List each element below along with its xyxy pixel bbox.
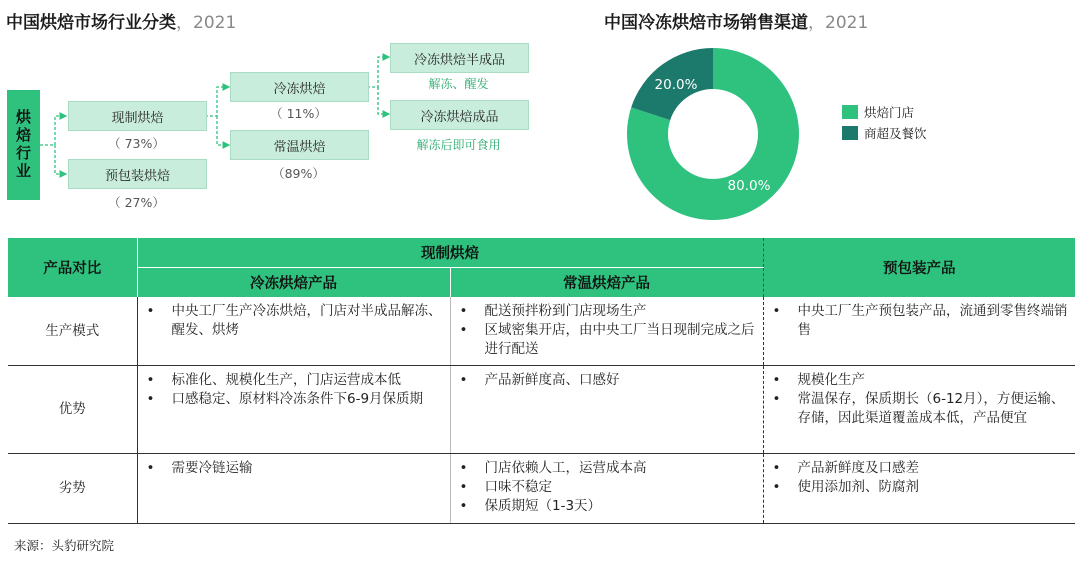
list-item: • 需要冷链运输 xyxy=(144,459,444,478)
list-item: • 配送预拌粉到门店现场生产 xyxy=(457,302,757,321)
node-ambient-pct: （89%） xyxy=(272,166,325,181)
donut-label-primary: 80.0% xyxy=(727,178,771,194)
table-row xyxy=(8,365,1075,453)
list-item: • 中央工厂生产冷冻烘焙，门店对半成品解冻、醒发、烘烤 xyxy=(144,302,444,340)
header-frozen: 冷冻烘焙产品 xyxy=(137,268,450,298)
header-ambient: 常温烘焙产品 xyxy=(450,268,763,298)
list-item: • 门店依赖人工，运营成本高 xyxy=(457,459,757,478)
row-label: 生产模式 xyxy=(8,297,137,365)
node-semi-note: 解冻、醒发 xyxy=(428,77,489,91)
donut-label-secondary: 20.0% xyxy=(654,77,698,93)
node-fresh-baking: 现制烘焙 xyxy=(68,101,207,131)
node-fresh-pct: （ 73%） xyxy=(108,136,165,151)
table-row xyxy=(8,297,1075,365)
list-item: • 规模化生产 xyxy=(770,371,1070,390)
list-item: • 常温保存，保质期长（6-12月），方便运输、存储，因此渠道覆盖成本低，产品便宜 xyxy=(770,390,1070,428)
list-item: • 口味不稳定 xyxy=(457,478,757,497)
list-item: • 标准化、规模化生产，门店运营成本低 xyxy=(144,371,444,390)
node-packaged-baking: 预包装烘焙 xyxy=(68,159,207,189)
legend-item-stores: 烘焙门店 xyxy=(842,103,914,121)
header-product-compare: 产品对比 xyxy=(8,238,137,297)
node-frozen-baking: 冷冻烘焙 xyxy=(230,72,369,102)
right-chart-title: 中国冷冻烘焙市场销售渠道，2021 xyxy=(604,13,869,33)
row-label: 劣势 xyxy=(8,453,137,523)
node-packaged-pct: （ 27%） xyxy=(108,195,165,210)
header-fresh-baking: 现制烘焙 xyxy=(137,238,763,268)
node-finished-note: 解冻后即可食用 xyxy=(416,138,501,152)
list-item: • 口感稳定、原材料冷冻条件下6-9月保质期 xyxy=(144,390,444,409)
list-item: • 区域密集开店，由中央工厂当日现制完成之后进行配送 xyxy=(457,321,757,359)
header-packaged: 预包装产品 xyxy=(763,238,1075,297)
list-item: • 使用添加剂、防腐剂 xyxy=(770,478,1070,497)
row-label: 优势 xyxy=(8,365,137,453)
comparison-table xyxy=(8,238,1075,524)
list-item: • 产品新鲜度高、口感好 xyxy=(457,371,757,390)
legend-item-supermarket: 商超及餐饮 xyxy=(842,124,927,142)
list-item: • 保质期短（1-3天） xyxy=(457,497,757,516)
legend-swatch-stores xyxy=(842,105,858,119)
source-note: 来源：头豹研究院 xyxy=(14,538,115,553)
tree-root-baking-industry: 烘焙行业 xyxy=(7,90,40,200)
node-frozen-finished: 冷冻烘焙成品 xyxy=(390,100,529,130)
node-ambient-baking: 常温烘焙 xyxy=(230,130,369,160)
donut-chart xyxy=(613,34,813,234)
list-item: • 产品新鲜度及口感差 xyxy=(770,459,1070,478)
left-chart-title: 中国烘焙市场行业分类，2021 xyxy=(6,13,237,33)
table-row xyxy=(8,453,1075,523)
legend-swatch-supermarket xyxy=(842,126,858,140)
list-item: • 中央工厂生产预包装产品，流通到零售终端销售 xyxy=(770,302,1070,340)
node-frozen-semi-finished: 冷冻烘焙半成品 xyxy=(390,43,529,73)
node-frozen-pct: （ 11%） xyxy=(270,106,327,121)
